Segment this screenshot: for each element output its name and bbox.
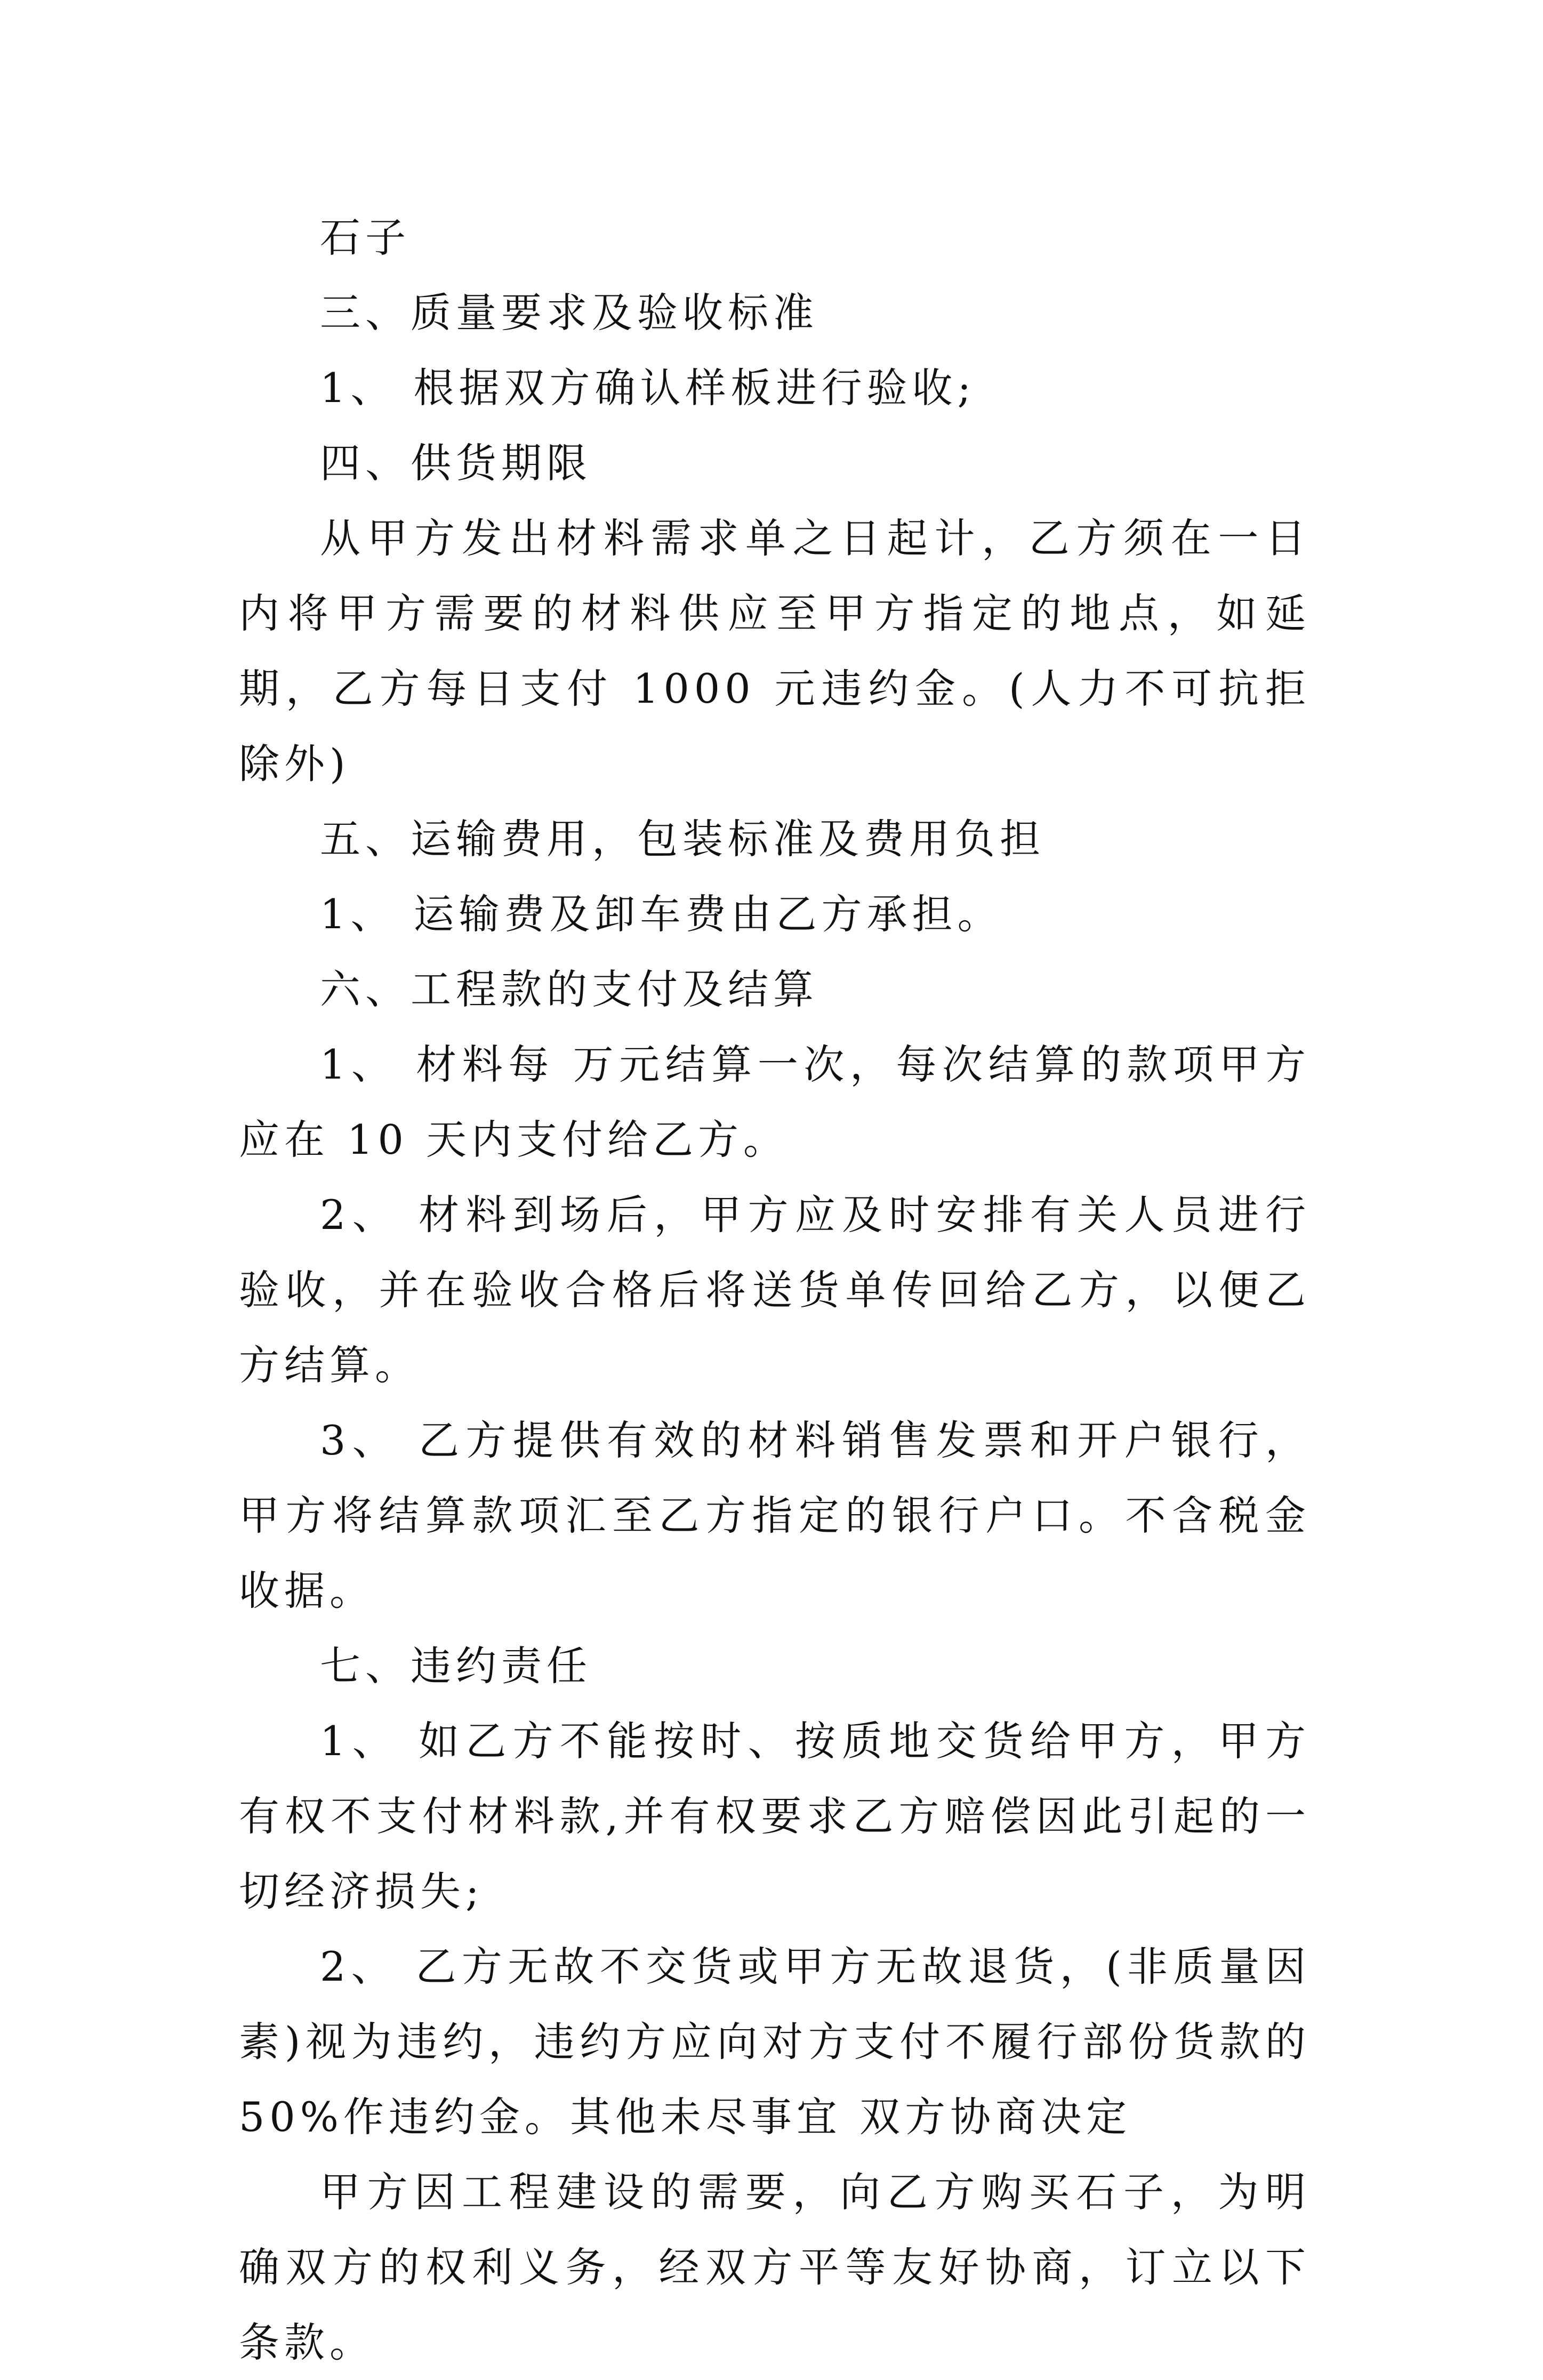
closing-paragraph: 甲方因工程建设的需要，向乙方购买石子，为明确双方的权利义务，经双方平等友好协商，订立以下条款。	[239, 2168, 1311, 2366]
section-heading-transport: 五、运输费用，包装标准及费用负担	[320, 815, 1045, 863]
section-heading-payment: 六、工程款的支付及结算	[320, 966, 818, 1013]
clause-payment-2: 2、 材料到场后，甲方应及时安排有关人员进行验收，并在验收合格后将送货单传回给乙方，以便乙方结算。	[239, 1191, 1311, 1389]
clause-quality-1: 1、 根据双方确认样板进行验收;	[320, 364, 976, 412]
paragraph-item: 石子	[320, 214, 411, 261]
clause-delivery-period: 从甲方发出材料需求单之日起计，乙方须在一日内将甲方需要的材料供应至甲方指定的地点，如延期，乙方每日支付 1000 元违约金。(人力不可抗拒除外)	[239, 514, 1311, 787]
section-heading-quality: 三、质量要求及验收标准	[320, 289, 818, 336]
clause-liability-1: 1、 如乙方不能按时、按质地交货给甲方，甲方有权不支付材料款,并有权要求乙方赔偿因此引起的一切经济损失;	[239, 1717, 1311, 1915]
section-heading-delivery-period: 四、供货期限	[320, 439, 592, 487]
clause-transport-1: 1、 运输费及卸车费由乙方承担。	[320, 890, 1003, 938]
clause-payment-1: 1、 材料每 万元结算一次，每次结算的款项甲方应在 10 天内支付给乙方。	[239, 1041, 1311, 1163]
clause-payment-3: 3、 乙方提供有效的材料销售发票和开户银行，甲方将结算款项汇至乙方指定的银行户口。不含税金收据。	[239, 1417, 1311, 1614]
document-body	[239, 200, 1329, 2380]
section-heading-liability: 七、违约责任	[320, 1642, 592, 1690]
clause-liability-2: 2、 乙方无故不交货或甲方无故退货，(非质量因素)视为违约，违约方应向对方支付不履行部份货款的 50%作违约金。其他未尽事宜 双方协商决定	[239, 1943, 1329, 2141]
